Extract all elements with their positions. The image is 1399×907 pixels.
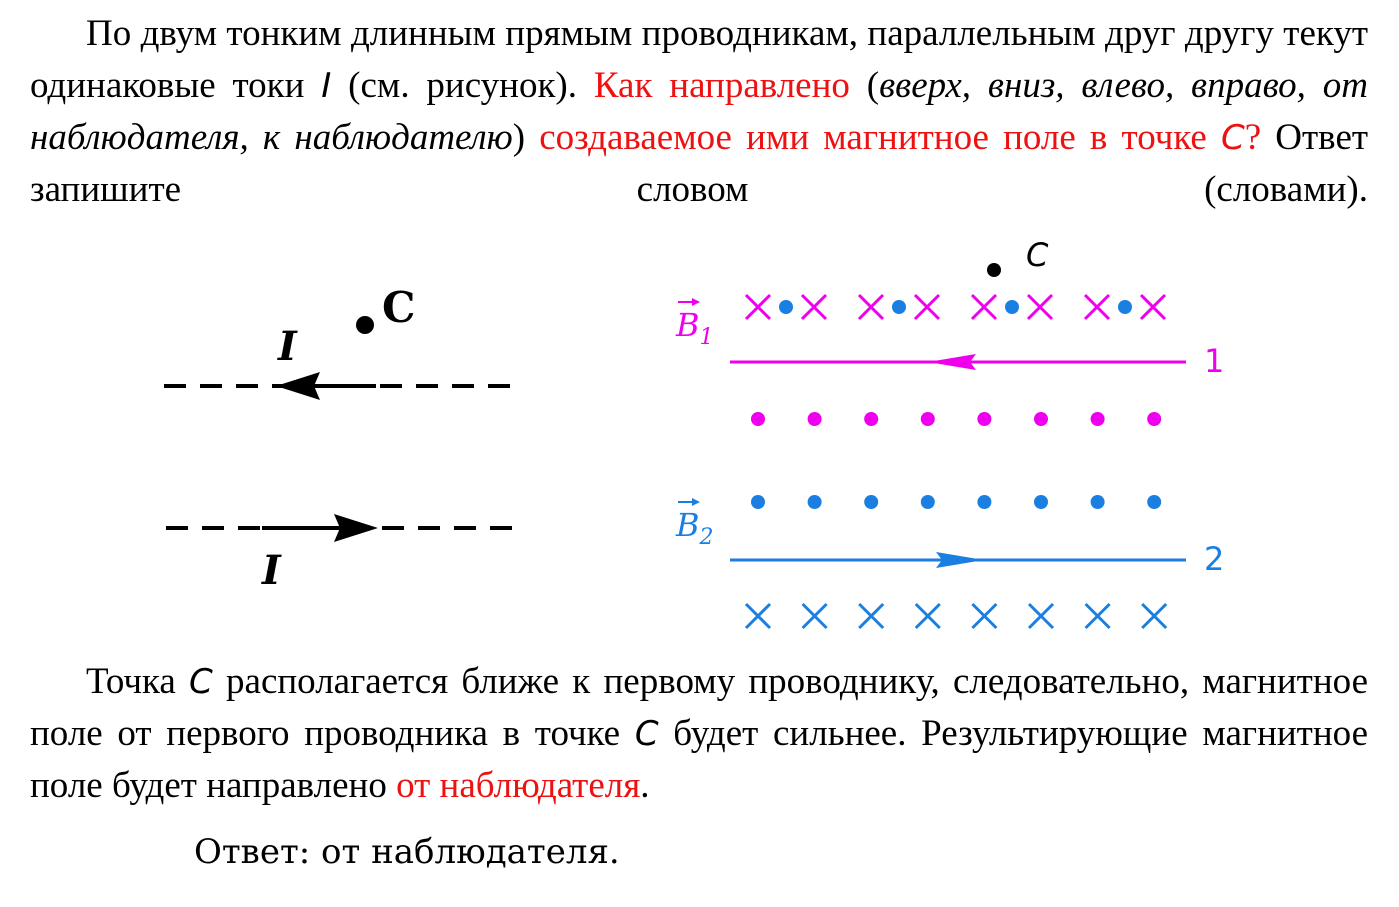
solution-period: . [640, 765, 650, 806]
current-label-top: I [278, 323, 297, 370]
current-label-bottom: I [262, 547, 281, 594]
field-dot-symbol [808, 495, 822, 509]
field-dot-symbol [751, 412, 765, 426]
field-dot-symbol [892, 300, 906, 314]
field-dot-symbol [751, 495, 765, 509]
field-dot-symbol [864, 495, 878, 509]
field-cross-symbol [972, 604, 996, 628]
field2-label: $B_2$ [676, 506, 714, 550]
field-row-mid-magenta [751, 412, 1161, 426]
wire2-arrow [936, 552, 984, 568]
field-cross-symbol [1141, 295, 1165, 319]
wire1-label: 1 [1204, 342, 1225, 380]
answer-options: вверх, вниз, влево, вправо, от наблюдателя, к наблюдателю [30, 65, 1368, 158]
field-dot-symbol [1034, 495, 1048, 509]
problem-s3: Ответ запишите словом (словами). [30, 117, 1369, 210]
solution-s2: располагается ближе к первому проводнику, следовательно, магнитное поле от первого проводника в точке [30, 661, 1369, 754]
field-dot-symbol [1118, 300, 1132, 314]
point-symbol: C [1220, 118, 1245, 158]
problem-s2: (см. рисунок). [348, 65, 577, 106]
wire2-label: 2 [1204, 540, 1225, 578]
field-dot-symbol [921, 495, 935, 509]
field-cross-symbol [802, 295, 826, 319]
field-cross-symbol [1086, 604, 1110, 628]
answer-label: Ответ: [194, 832, 311, 872]
field-cross-symbol [915, 295, 939, 319]
field-dot-symbol [1005, 300, 1019, 314]
field2-vector-arrowhead [692, 498, 700, 506]
point-c-label-right: C [1026, 236, 1049, 274]
solution-point: C [189, 662, 213, 702]
field-cross-symbol [1142, 604, 1166, 628]
field-cross-symbol [859, 604, 883, 628]
field-dot-symbol [1034, 412, 1048, 426]
current-symbol: I [321, 66, 332, 106]
field-cross-symbol [803, 604, 827, 628]
field-cross-symbol [746, 604, 770, 628]
current-arrow-left [276, 372, 320, 400]
point-c-dot [356, 316, 374, 334]
field-cross-symbol [746, 295, 770, 319]
answer-value: от наблюдателя. [321, 832, 620, 872]
solution-s3: будет сильнее. Результирующие магнитное поле будет направлено [30, 713, 1369, 806]
field-row-top [746, 295, 1165, 319]
solution-answer: от наблюдателя [396, 765, 641, 806]
field-dot-symbol [1091, 495, 1105, 509]
field-cross-symbol [916, 604, 940, 628]
wire1-arrow [928, 354, 976, 370]
field1-vector-arrowhead [692, 298, 700, 306]
field-dot-symbol [1147, 412, 1161, 426]
field-cross-symbol [1028, 295, 1052, 319]
field-cross-symbol [972, 295, 996, 319]
field-dot-symbol [977, 412, 991, 426]
left-figure [164, 283, 514, 594]
field-dot-symbol [808, 412, 822, 426]
close-paren: ) [512, 117, 526, 158]
point-c-label: C [382, 283, 416, 332]
field-cross-symbol [859, 295, 883, 319]
current-arrow-right [334, 514, 378, 542]
open-paren: ( [866, 65, 880, 106]
field-row-mid-blue [751, 495, 1161, 509]
field-dot-symbol [921, 412, 935, 426]
solution-point-2: C [634, 714, 659, 754]
question-mark: ? [1244, 117, 1262, 158]
field-dot-symbol [977, 495, 991, 509]
field-cross-symbol [1085, 295, 1109, 319]
solution-text [30, 656, 1368, 812]
field-cross-symbol [1029, 604, 1053, 628]
field-dot-symbol [864, 412, 878, 426]
answer-line [194, 826, 620, 878]
right-figure [675, 236, 1224, 628]
field-dot-symbol [1147, 495, 1161, 509]
field-row-bottom [746, 604, 1166, 628]
question-part-1: Как направлено [593, 65, 850, 106]
field-dot-symbol [1091, 412, 1105, 426]
field1-label: $B_1$ [676, 306, 714, 350]
problem-s1: По двум тонким длинным прямым проводникам, параллельным друг другу текут одинаковые токи [30, 13, 1368, 106]
point-c-dot-right [987, 263, 1001, 277]
question-part-2: создаваемое ими магнитное поле в точке [539, 117, 1207, 158]
solution-s1: Точка [86, 661, 176, 702]
field-dot-symbol [779, 300, 793, 314]
